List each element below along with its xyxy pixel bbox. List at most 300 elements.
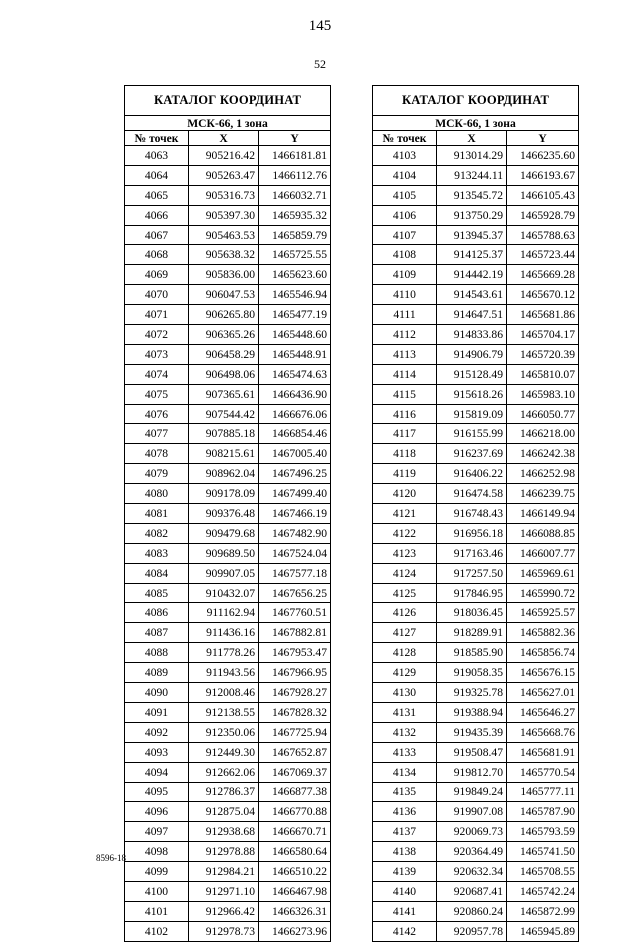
x-coordinate-cell: 911943.56 bbox=[189, 663, 259, 683]
table-row bbox=[373, 683, 579, 703]
y-coordinate-cell: 1465477.19 bbox=[259, 305, 331, 325]
point-number-cell: 4063 bbox=[125, 146, 189, 166]
table-row bbox=[373, 862, 579, 882]
table-row bbox=[373, 325, 579, 345]
table-row bbox=[125, 404, 331, 424]
catalog-zone: МСК-66, 1 зона bbox=[125, 116, 331, 131]
point-number-cell: 4113 bbox=[373, 344, 437, 364]
point-number-cell: 4090 bbox=[125, 683, 189, 703]
x-coordinate-cell: 920860.24 bbox=[437, 901, 507, 921]
y-coordinate-cell: 1467005.40 bbox=[259, 444, 331, 464]
point-number-cell: 4116 bbox=[373, 404, 437, 424]
x-coordinate-cell: 906458.29 bbox=[189, 344, 259, 364]
table-row bbox=[125, 742, 331, 762]
y-coordinate-cell: 1467499.40 bbox=[259, 484, 331, 504]
x-coordinate-cell: 907365.61 bbox=[189, 384, 259, 404]
x-coordinate-cell: 920687.41 bbox=[437, 881, 507, 901]
table-row bbox=[125, 901, 331, 921]
y-coordinate-cell: 1465856.74 bbox=[507, 643, 579, 663]
x-coordinate-cell: 916474.58 bbox=[437, 484, 507, 504]
x-coordinate-cell: 905638.32 bbox=[189, 245, 259, 265]
point-number-cell: 4138 bbox=[373, 842, 437, 862]
point-number-cell: 4102 bbox=[125, 921, 189, 941]
y-coordinate-cell: 1466676.06 bbox=[259, 404, 331, 424]
point-number-cell: 4065 bbox=[125, 185, 189, 205]
x-coordinate-cell: 906365.26 bbox=[189, 325, 259, 345]
y-coordinate-cell: 1466770.88 bbox=[259, 802, 331, 822]
point-number-cell: 4088 bbox=[125, 643, 189, 663]
x-coordinate-cell: 912008.46 bbox=[189, 683, 259, 703]
point-number-cell: 4110 bbox=[373, 285, 437, 305]
point-number-cell: 4139 bbox=[373, 862, 437, 882]
y-coordinate-cell: 1466467.98 bbox=[259, 881, 331, 901]
x-coordinate-cell: 916748.43 bbox=[437, 504, 507, 524]
point-number-cell: 4123 bbox=[373, 543, 437, 563]
table-row bbox=[125, 802, 331, 822]
y-coordinate-cell: 1467652.87 bbox=[259, 742, 331, 762]
table-row bbox=[125, 384, 331, 404]
y-coordinate-cell: 1465770.54 bbox=[507, 762, 579, 782]
x-coordinate-cell: 916406.22 bbox=[437, 464, 507, 484]
y-coordinate-cell: 1465668.76 bbox=[507, 722, 579, 742]
table-row bbox=[373, 404, 579, 424]
x-coordinate-cell: 919325.78 bbox=[437, 683, 507, 703]
y-coordinate-cell: 1467524.04 bbox=[259, 543, 331, 563]
x-coordinate-cell: 920957.78 bbox=[437, 921, 507, 941]
point-number-cell: 4133 bbox=[373, 742, 437, 762]
table-row bbox=[125, 881, 331, 901]
column-header-y: Y bbox=[507, 131, 579, 146]
table-row bbox=[373, 543, 579, 563]
point-number-cell: 4109 bbox=[373, 265, 437, 285]
point-number-cell: 4114 bbox=[373, 364, 437, 384]
table-row bbox=[125, 583, 331, 603]
y-coordinate-cell: 1465742.24 bbox=[507, 881, 579, 901]
point-number-cell: 4080 bbox=[125, 484, 189, 504]
x-coordinate-cell: 909178.09 bbox=[189, 484, 259, 504]
point-number-cell: 4108 bbox=[373, 245, 437, 265]
y-coordinate-cell: 1465928.79 bbox=[507, 205, 579, 225]
x-coordinate-cell: 905836.00 bbox=[189, 265, 259, 285]
catalog-zone: МСК-66, 1 зона bbox=[373, 116, 579, 131]
y-coordinate-cell: 1465474.63 bbox=[259, 364, 331, 384]
table-row bbox=[373, 444, 579, 464]
y-coordinate-cell: 1466242.38 bbox=[507, 444, 579, 464]
point-number-cell: 4121 bbox=[373, 504, 437, 524]
x-coordinate-cell: 914125.37 bbox=[437, 245, 507, 265]
column-header-y: Y bbox=[259, 131, 331, 146]
x-coordinate-cell: 917846.95 bbox=[437, 583, 507, 603]
x-coordinate-cell: 912978.73 bbox=[189, 921, 259, 941]
point-number-cell: 4091 bbox=[125, 702, 189, 722]
sheet-number: 52 bbox=[314, 57, 326, 71]
y-coordinate-cell: 1465969.61 bbox=[507, 563, 579, 583]
x-coordinate-cell: 912786.37 bbox=[189, 782, 259, 802]
table-row bbox=[373, 603, 579, 623]
table-row bbox=[125, 643, 331, 663]
x-coordinate-cell: 913545.72 bbox=[437, 185, 507, 205]
y-coordinate-cell: 1465708.55 bbox=[507, 862, 579, 882]
x-coordinate-cell: 909376.48 bbox=[189, 504, 259, 524]
x-coordinate-cell: 912875.04 bbox=[189, 802, 259, 822]
point-number-cell: 4112 bbox=[373, 325, 437, 345]
point-number-cell: 4068 bbox=[125, 245, 189, 265]
table-row bbox=[125, 603, 331, 623]
point-number-cell: 4117 bbox=[373, 424, 437, 444]
y-coordinate-cell: 1466007.77 bbox=[507, 543, 579, 563]
x-coordinate-cell: 915128.49 bbox=[437, 364, 507, 384]
point-number-cell: 4104 bbox=[373, 165, 437, 185]
y-coordinate-cell: 1465448.91 bbox=[259, 344, 331, 364]
table-row bbox=[125, 623, 331, 643]
y-coordinate-cell: 1467466.19 bbox=[259, 504, 331, 524]
x-coordinate-cell: 914442.19 bbox=[437, 265, 507, 285]
y-coordinate-cell: 1467828.32 bbox=[259, 702, 331, 722]
coordinate-catalog-table-right bbox=[372, 85, 579, 942]
table-row bbox=[125, 842, 331, 862]
table-row bbox=[373, 364, 579, 384]
point-number-cell: 4064 bbox=[125, 165, 189, 185]
y-coordinate-cell: 1465681.86 bbox=[507, 305, 579, 325]
point-number-cell: 4134 bbox=[373, 762, 437, 782]
catalog-rows bbox=[373, 146, 579, 942]
x-coordinate-cell: 915819.09 bbox=[437, 404, 507, 424]
table-row bbox=[373, 464, 579, 484]
table-row bbox=[125, 563, 331, 583]
y-coordinate-cell: 1467069.37 bbox=[259, 762, 331, 782]
table-row bbox=[373, 344, 579, 364]
table-row bbox=[373, 722, 579, 742]
point-number-cell: 4142 bbox=[373, 921, 437, 941]
table-row bbox=[373, 782, 579, 802]
catalog-title: КАТАЛОГ КООРДИНАТ bbox=[125, 86, 331, 116]
point-number-cell: 4103 bbox=[373, 146, 437, 166]
y-coordinate-cell: 1467496.25 bbox=[259, 464, 331, 484]
point-number-cell: 4106 bbox=[373, 205, 437, 225]
point-number-cell: 4119 bbox=[373, 464, 437, 484]
table-row bbox=[125, 265, 331, 285]
point-number-cell: 4099 bbox=[125, 862, 189, 882]
point-number-cell: 4082 bbox=[125, 523, 189, 543]
table-row bbox=[125, 702, 331, 722]
x-coordinate-cell: 919849.24 bbox=[437, 782, 507, 802]
x-coordinate-cell: 906265.80 bbox=[189, 305, 259, 325]
y-coordinate-cell: 1465725.55 bbox=[259, 245, 331, 265]
table-row bbox=[125, 683, 331, 703]
point-number-cell: 4093 bbox=[125, 742, 189, 762]
column-header-x: X bbox=[189, 131, 259, 146]
y-coordinate-cell: 1466218.00 bbox=[507, 424, 579, 444]
y-coordinate-cell: 1465646.27 bbox=[507, 702, 579, 722]
table-row bbox=[125, 146, 331, 166]
y-coordinate-cell: 1466436.90 bbox=[259, 384, 331, 404]
x-coordinate-cell: 913750.29 bbox=[437, 205, 507, 225]
y-coordinate-cell: 1465670.12 bbox=[507, 285, 579, 305]
table-row bbox=[373, 185, 579, 205]
x-coordinate-cell: 914833.86 bbox=[437, 325, 507, 345]
table-row bbox=[373, 146, 579, 166]
x-coordinate-cell: 912984.21 bbox=[189, 862, 259, 882]
table-row bbox=[373, 165, 579, 185]
point-number-cell: 4122 bbox=[373, 523, 437, 543]
y-coordinate-cell: 1466149.94 bbox=[507, 504, 579, 524]
y-coordinate-cell: 1465627.01 bbox=[507, 683, 579, 703]
x-coordinate-cell: 917163.46 bbox=[437, 543, 507, 563]
x-coordinate-cell: 920069.73 bbox=[437, 822, 507, 842]
point-number-cell: 4120 bbox=[373, 484, 437, 504]
point-number-cell: 4077 bbox=[125, 424, 189, 444]
point-number-cell: 4118 bbox=[373, 444, 437, 464]
y-coordinate-cell: 1465723.44 bbox=[507, 245, 579, 265]
x-coordinate-cell: 919435.39 bbox=[437, 722, 507, 742]
point-number-cell: 4124 bbox=[373, 563, 437, 583]
x-coordinate-cell: 907544.42 bbox=[189, 404, 259, 424]
y-coordinate-cell: 1466239.75 bbox=[507, 484, 579, 504]
point-number-cell: 4132 bbox=[373, 722, 437, 742]
table-row bbox=[125, 185, 331, 205]
y-coordinate-cell: 1465859.79 bbox=[259, 225, 331, 245]
y-coordinate-cell: 1466050.77 bbox=[507, 404, 579, 424]
y-coordinate-cell: 1465741.50 bbox=[507, 842, 579, 862]
x-coordinate-cell: 918585.90 bbox=[437, 643, 507, 663]
x-coordinate-cell: 905316.73 bbox=[189, 185, 259, 205]
table-row bbox=[373, 623, 579, 643]
x-coordinate-cell: 914647.51 bbox=[437, 305, 507, 325]
point-number-cell: 4089 bbox=[125, 663, 189, 683]
y-coordinate-cell: 1467966.95 bbox=[259, 663, 331, 683]
y-coordinate-cell: 1465810.07 bbox=[507, 364, 579, 384]
table-row bbox=[373, 305, 579, 325]
x-coordinate-cell: 916155.99 bbox=[437, 424, 507, 444]
table-row bbox=[373, 504, 579, 524]
page-number: 145 bbox=[308, 18, 332, 34]
point-number-cell: 4086 bbox=[125, 603, 189, 623]
table-row bbox=[125, 364, 331, 384]
document-footer-code: 8596-18 bbox=[96, 853, 126, 863]
point-number-cell: 4101 bbox=[125, 901, 189, 921]
y-coordinate-cell: 1466105.43 bbox=[507, 185, 579, 205]
point-number-cell: 4140 bbox=[373, 881, 437, 901]
y-coordinate-cell: 1466670.71 bbox=[259, 822, 331, 842]
y-coordinate-cell: 1465788.63 bbox=[507, 225, 579, 245]
column-header-point-number: № точек bbox=[373, 131, 437, 146]
table-row bbox=[373, 384, 579, 404]
x-coordinate-cell: 919907.08 bbox=[437, 802, 507, 822]
x-coordinate-cell: 912971.10 bbox=[189, 881, 259, 901]
table-row bbox=[125, 464, 331, 484]
x-coordinate-cell: 912449.30 bbox=[189, 742, 259, 762]
x-coordinate-cell: 908962.04 bbox=[189, 464, 259, 484]
y-coordinate-cell: 1465990.72 bbox=[507, 583, 579, 603]
point-number-cell: 4072 bbox=[125, 325, 189, 345]
x-coordinate-cell: 916237.69 bbox=[437, 444, 507, 464]
table-row bbox=[373, 285, 579, 305]
coordinate-catalog-table-left bbox=[124, 85, 331, 942]
table-row bbox=[125, 722, 331, 742]
y-coordinate-cell: 1466854.46 bbox=[259, 424, 331, 444]
column-header-point-number: № точек bbox=[125, 131, 189, 146]
point-number-cell: 4083 bbox=[125, 543, 189, 563]
y-coordinate-cell: 1467760.51 bbox=[259, 603, 331, 623]
x-coordinate-cell: 912138.55 bbox=[189, 702, 259, 722]
y-coordinate-cell: 1465787.90 bbox=[507, 802, 579, 822]
x-coordinate-cell: 909689.50 bbox=[189, 543, 259, 563]
table-row bbox=[125, 165, 331, 185]
table-row bbox=[125, 762, 331, 782]
y-coordinate-cell: 1466032.71 bbox=[259, 185, 331, 205]
x-coordinate-cell: 907885.18 bbox=[189, 424, 259, 444]
x-coordinate-cell: 919058.35 bbox=[437, 663, 507, 683]
x-coordinate-cell: 905397.30 bbox=[189, 205, 259, 225]
x-coordinate-cell: 911778.26 bbox=[189, 643, 259, 663]
y-coordinate-cell: 1466181.81 bbox=[259, 146, 331, 166]
y-coordinate-cell: 1466235.60 bbox=[507, 146, 579, 166]
x-coordinate-cell: 919812.70 bbox=[437, 762, 507, 782]
point-number-cell: 4085 bbox=[125, 583, 189, 603]
x-coordinate-cell: 912938.68 bbox=[189, 822, 259, 842]
point-number-cell: 4130 bbox=[373, 683, 437, 703]
x-coordinate-cell: 913014.29 bbox=[437, 146, 507, 166]
table-row bbox=[125, 344, 331, 364]
table-row bbox=[125, 782, 331, 802]
x-coordinate-cell: 908215.61 bbox=[189, 444, 259, 464]
table-row bbox=[373, 762, 579, 782]
x-coordinate-cell: 914543.61 bbox=[437, 285, 507, 305]
table-row bbox=[125, 305, 331, 325]
point-number-cell: 4094 bbox=[125, 762, 189, 782]
table-row bbox=[125, 484, 331, 504]
y-coordinate-cell: 1466273.96 bbox=[259, 921, 331, 941]
y-coordinate-cell: 1467928.27 bbox=[259, 683, 331, 703]
table-row bbox=[125, 921, 331, 941]
x-coordinate-cell: 905463.53 bbox=[189, 225, 259, 245]
point-number-cell: 4087 bbox=[125, 623, 189, 643]
y-coordinate-cell: 1467882.81 bbox=[259, 623, 331, 643]
point-number-cell: 4096 bbox=[125, 802, 189, 822]
table-row bbox=[373, 205, 579, 225]
point-number-cell: 4075 bbox=[125, 384, 189, 404]
point-number-cell: 4111 bbox=[373, 305, 437, 325]
table-row bbox=[125, 504, 331, 524]
table-row bbox=[373, 901, 579, 921]
table-row bbox=[373, 225, 579, 245]
point-number-cell: 4097 bbox=[125, 822, 189, 842]
y-coordinate-cell: 1466510.22 bbox=[259, 862, 331, 882]
x-coordinate-cell: 912966.42 bbox=[189, 901, 259, 921]
x-coordinate-cell: 919388.94 bbox=[437, 702, 507, 722]
x-coordinate-cell: 920364.49 bbox=[437, 842, 507, 862]
point-number-cell: 4079 bbox=[125, 464, 189, 484]
table-row bbox=[373, 265, 579, 285]
point-number-cell: 4076 bbox=[125, 404, 189, 424]
table-row bbox=[373, 802, 579, 822]
point-number-cell: 4136 bbox=[373, 802, 437, 822]
y-coordinate-cell: 1467577.18 bbox=[259, 563, 331, 583]
point-number-cell: 4066 bbox=[125, 205, 189, 225]
x-coordinate-cell: 905216.42 bbox=[189, 146, 259, 166]
table-row bbox=[373, 523, 579, 543]
table-row bbox=[125, 325, 331, 345]
table-row bbox=[373, 424, 579, 444]
x-coordinate-cell: 913945.37 bbox=[437, 225, 507, 245]
point-number-cell: 4073 bbox=[125, 344, 189, 364]
table-row bbox=[125, 523, 331, 543]
y-coordinate-cell: 1465623.60 bbox=[259, 265, 331, 285]
x-coordinate-cell: 910432.07 bbox=[189, 583, 259, 603]
table-row bbox=[125, 245, 331, 265]
y-coordinate-cell: 1466088.85 bbox=[507, 523, 579, 543]
x-coordinate-cell: 909907.05 bbox=[189, 563, 259, 583]
x-coordinate-cell: 906047.53 bbox=[189, 285, 259, 305]
point-number-cell: 4115 bbox=[373, 384, 437, 404]
table-row bbox=[125, 862, 331, 882]
point-number-cell: 4095 bbox=[125, 782, 189, 802]
x-coordinate-cell: 918036.45 bbox=[437, 603, 507, 623]
point-number-cell: 4074 bbox=[125, 364, 189, 384]
x-coordinate-cell: 906498.06 bbox=[189, 364, 259, 384]
x-coordinate-cell: 917257.50 bbox=[437, 563, 507, 583]
point-number-cell: 4131 bbox=[373, 702, 437, 722]
table-row bbox=[373, 583, 579, 603]
x-coordinate-cell: 918289.91 bbox=[437, 623, 507, 643]
y-coordinate-cell: 1465676.15 bbox=[507, 663, 579, 683]
point-number-cell: 4098 bbox=[125, 842, 189, 862]
x-coordinate-cell: 909479.68 bbox=[189, 523, 259, 543]
table-row bbox=[125, 543, 331, 563]
point-number-cell: 4141 bbox=[373, 901, 437, 921]
x-coordinate-cell: 916956.18 bbox=[437, 523, 507, 543]
x-coordinate-cell: 920632.34 bbox=[437, 862, 507, 882]
table-row bbox=[125, 225, 331, 245]
point-number-cell: 4105 bbox=[373, 185, 437, 205]
point-number-cell: 4129 bbox=[373, 663, 437, 683]
point-number-cell: 4070 bbox=[125, 285, 189, 305]
y-coordinate-cell: 1465882.36 bbox=[507, 623, 579, 643]
table-row bbox=[373, 245, 579, 265]
point-number-cell: 4069 bbox=[125, 265, 189, 285]
y-coordinate-cell: 1465669.28 bbox=[507, 265, 579, 285]
x-coordinate-cell: 912978.88 bbox=[189, 842, 259, 862]
x-coordinate-cell: 911162.94 bbox=[189, 603, 259, 623]
table-row bbox=[125, 424, 331, 444]
table-row bbox=[125, 444, 331, 464]
x-coordinate-cell: 905263.47 bbox=[189, 165, 259, 185]
y-coordinate-cell: 1465872.99 bbox=[507, 901, 579, 921]
y-coordinate-cell: 1465793.59 bbox=[507, 822, 579, 842]
point-number-cell: 4126 bbox=[373, 603, 437, 623]
point-number-cell: 4084 bbox=[125, 563, 189, 583]
table-row bbox=[373, 822, 579, 842]
table-row bbox=[373, 702, 579, 722]
x-coordinate-cell: 919508.47 bbox=[437, 742, 507, 762]
table-row bbox=[373, 563, 579, 583]
y-coordinate-cell: 1467725.94 bbox=[259, 722, 331, 742]
y-coordinate-cell: 1466326.31 bbox=[259, 901, 331, 921]
point-number-cell: 4078 bbox=[125, 444, 189, 464]
table-row bbox=[125, 822, 331, 842]
point-number-cell: 4135 bbox=[373, 782, 437, 802]
x-coordinate-cell: 913244.11 bbox=[437, 165, 507, 185]
table-row bbox=[125, 285, 331, 305]
table-row bbox=[373, 881, 579, 901]
y-coordinate-cell: 1466580.64 bbox=[259, 842, 331, 862]
y-coordinate-cell: 1465448.60 bbox=[259, 325, 331, 345]
y-coordinate-cell: 1465925.57 bbox=[507, 603, 579, 623]
table-row bbox=[373, 663, 579, 683]
point-number-cell: 4071 bbox=[125, 305, 189, 325]
y-coordinate-cell: 1465945.89 bbox=[507, 921, 579, 941]
x-coordinate-cell: 914906.79 bbox=[437, 344, 507, 364]
